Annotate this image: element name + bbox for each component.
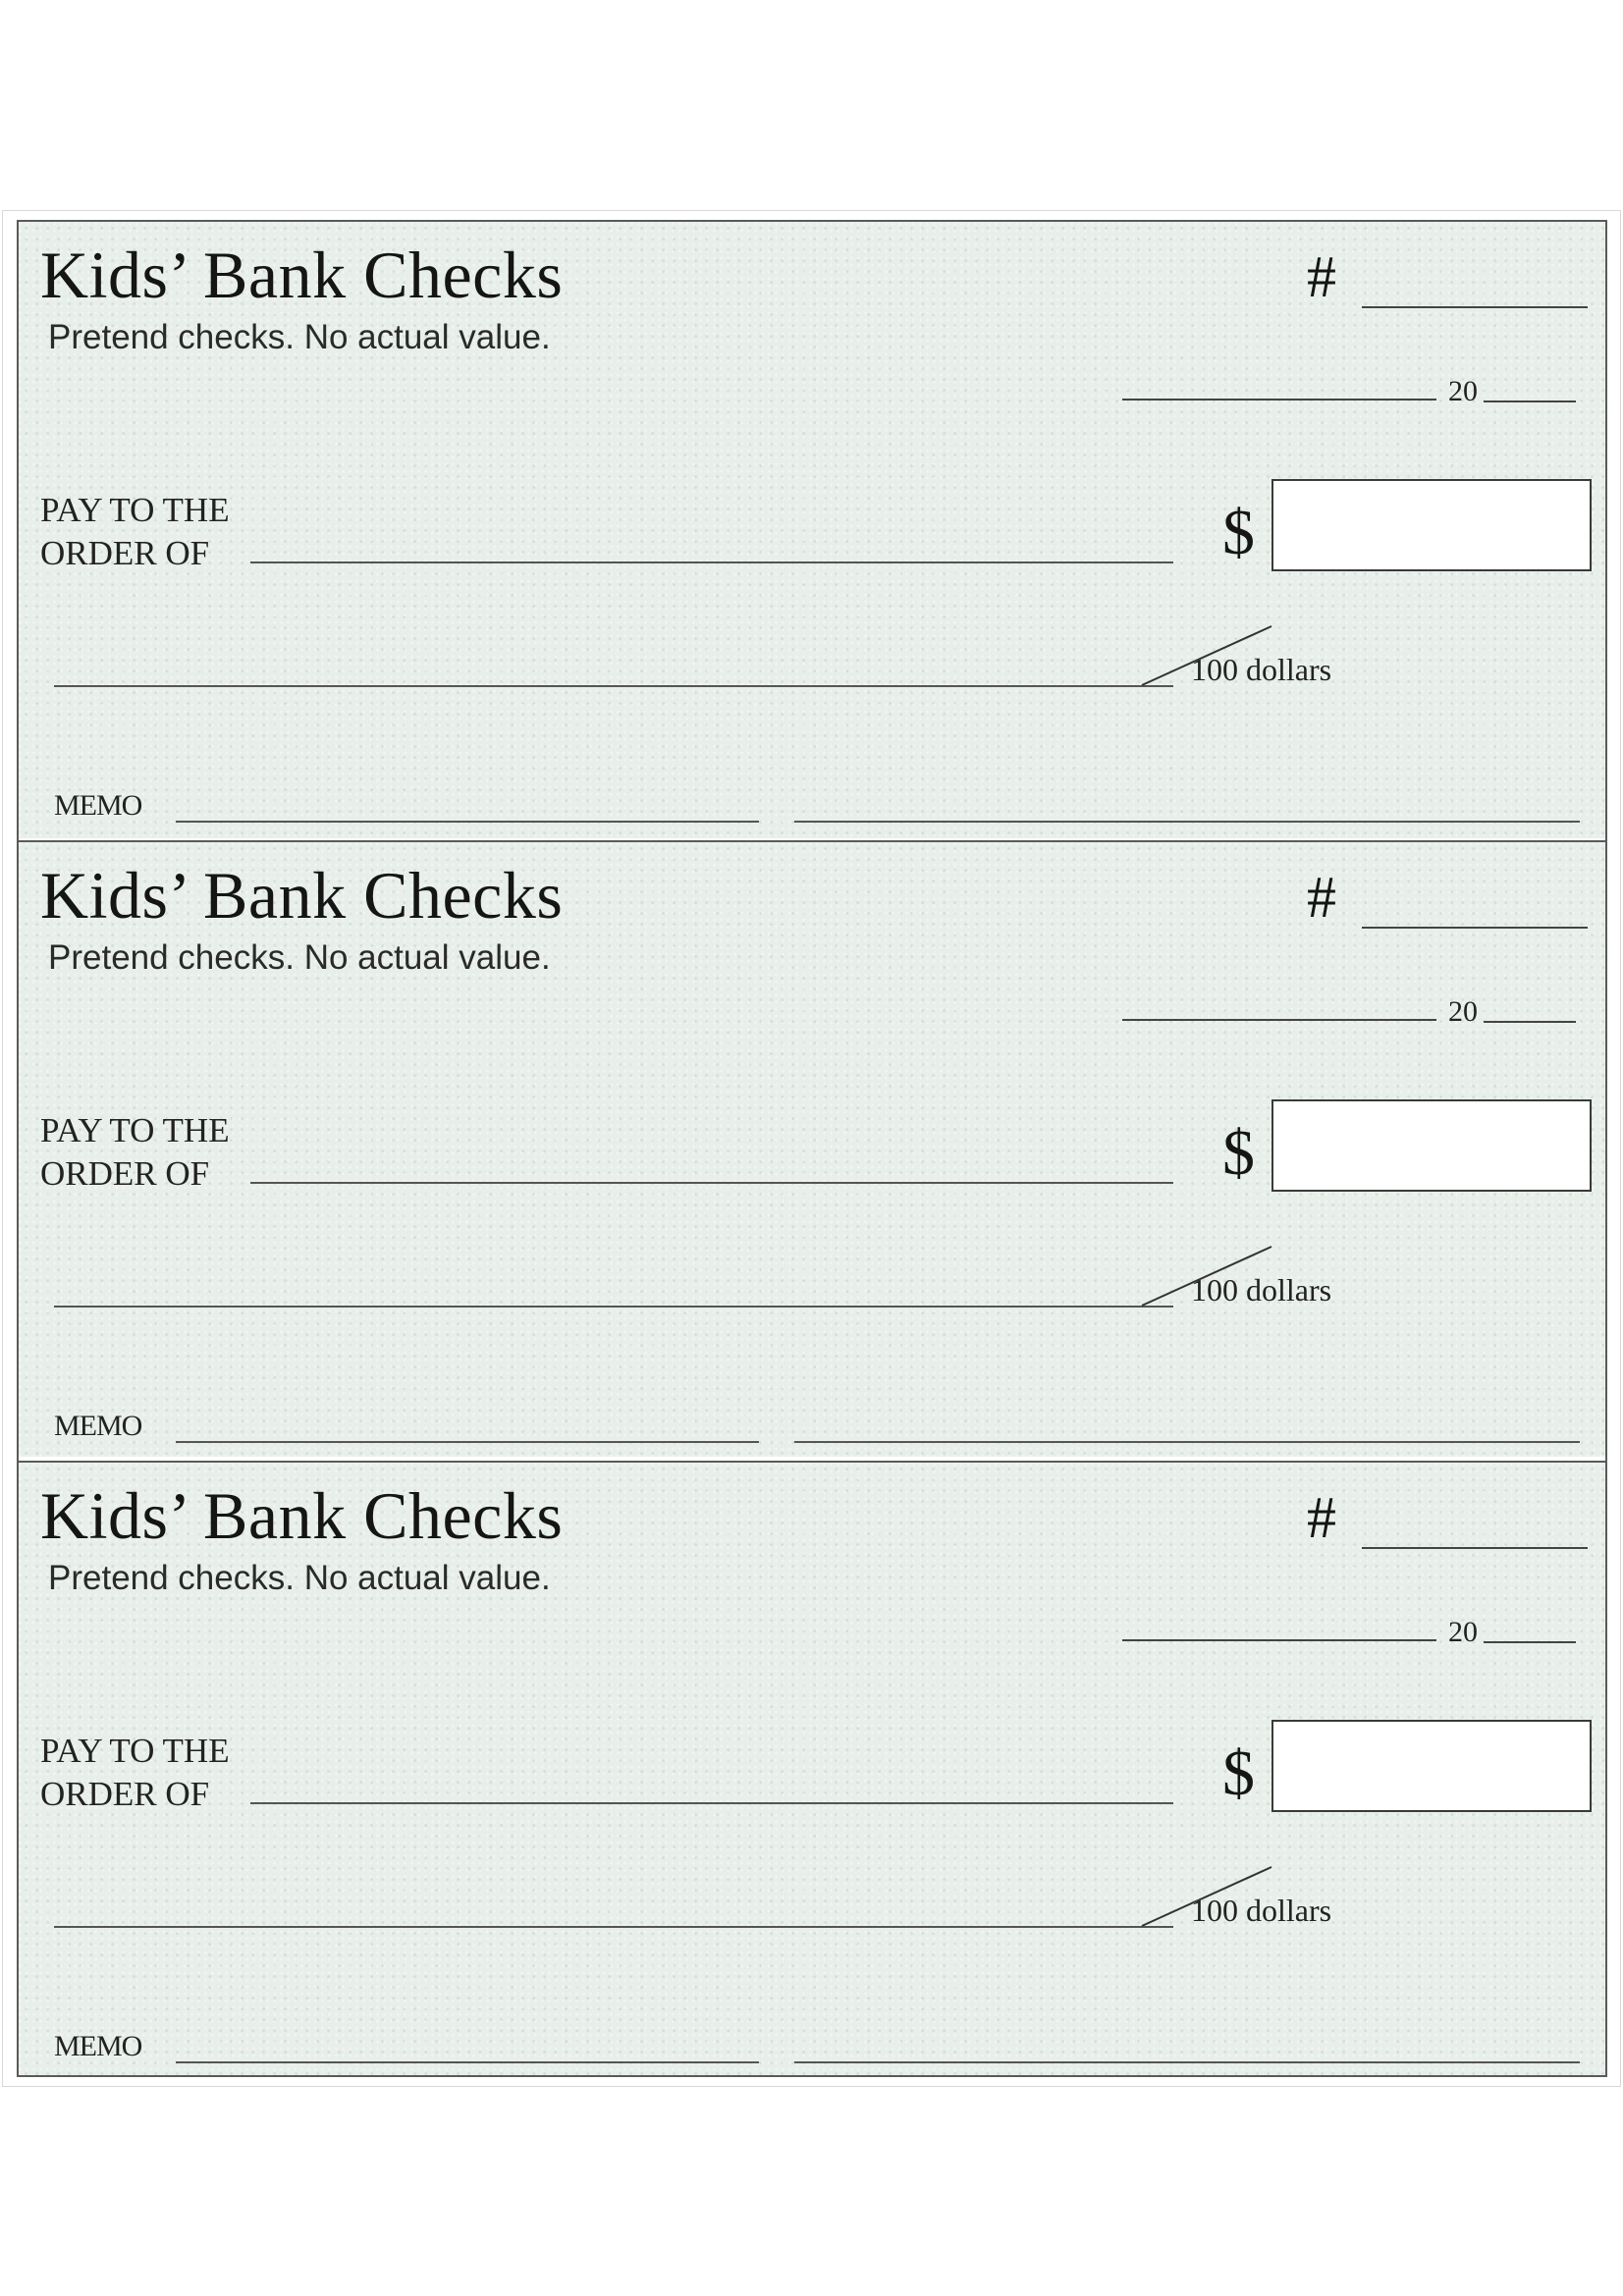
date-century-label: 20	[1448, 1616, 1478, 1648]
date-year-field[interactable]	[1484, 1021, 1576, 1023]
order-of-label: ORDER OF	[40, 534, 210, 572]
amount-words-field[interactable]	[54, 685, 1173, 687]
check-sheet	[17, 220, 1607, 2077]
check-number-label: #	[1307, 1485, 1336, 1550]
check-number-label: #	[1307, 865, 1336, 930]
amount-words-field[interactable]	[54, 1306, 1173, 1308]
payee-field[interactable]	[250, 561, 1173, 563]
pay-to-label: PAY TO THE	[40, 1732, 230, 1770]
dollar-sign: $	[1222, 1117, 1255, 1189]
pay-to-label: PAY TO THE	[40, 1111, 230, 1149]
signature-field[interactable]	[794, 2061, 1580, 2063]
date-field[interactable]	[1122, 399, 1436, 400]
signature-field[interactable]	[794, 821, 1580, 823]
check-subtitle: Pretend checks. No actual value.	[48, 318, 551, 356]
payee-field[interactable]	[250, 1802, 1173, 1804]
memo-field[interactable]	[176, 2061, 759, 2063]
date-field[interactable]	[1122, 1019, 1436, 1021]
check-3	[19, 1461, 1605, 2075]
date-field[interactable]	[1122, 1639, 1436, 1641]
amount-words-field[interactable]	[54, 1926, 1173, 1928]
memo-label: MEMO	[54, 789, 142, 822]
check-title: Kids’ Bank Checks	[40, 858, 564, 933]
payee-field[interactable]	[250, 1182, 1173, 1184]
check-title: Kids’ Bank Checks	[40, 1478, 564, 1553]
check-number-label: #	[1307, 244, 1336, 309]
check-number-field[interactable]	[1362, 1547, 1588, 1549]
check-number-field[interactable]	[1362, 927, 1588, 929]
check-1	[19, 222, 1605, 838]
pay-to-label: PAY TO THE	[40, 491, 230, 529]
check-number-field[interactable]	[1362, 306, 1588, 308]
dollar-sign: $	[1222, 1737, 1255, 1809]
amount-box[interactable]	[1271, 1720, 1592, 1812]
date-century-label: 20	[1448, 995, 1478, 1028]
amount-box[interactable]	[1271, 479, 1592, 571]
dollar-sign: $	[1222, 497, 1255, 568]
order-of-label: ORDER OF	[40, 1775, 210, 1813]
memo-label: MEMO	[54, 2030, 142, 2062]
memo-field[interactable]	[176, 1441, 759, 1443]
fraction-dollars-label: 100 dollars	[1191, 1272, 1332, 1308]
signature-field[interactable]	[794, 1441, 1580, 1443]
date-year-field[interactable]	[1484, 1641, 1576, 1643]
check-subtitle: Pretend checks. No actual value.	[48, 1559, 551, 1597]
memo-field[interactable]	[176, 821, 759, 823]
check-subtitle: Pretend checks. No actual value.	[48, 938, 551, 977]
check-title: Kids’ Bank Checks	[40, 238, 564, 312]
amount-box[interactable]	[1271, 1099, 1592, 1192]
fraction-dollars-label: 100 dollars	[1191, 652, 1332, 687]
date-year-field[interactable]	[1484, 400, 1576, 402]
fraction-dollars-label: 100 dollars	[1191, 1893, 1332, 1928]
date-century-label: 20	[1448, 375, 1478, 407]
order-of-label: ORDER OF	[40, 1154, 210, 1193]
memo-label: MEMO	[54, 1410, 142, 1442]
check-2	[19, 840, 1605, 1457]
